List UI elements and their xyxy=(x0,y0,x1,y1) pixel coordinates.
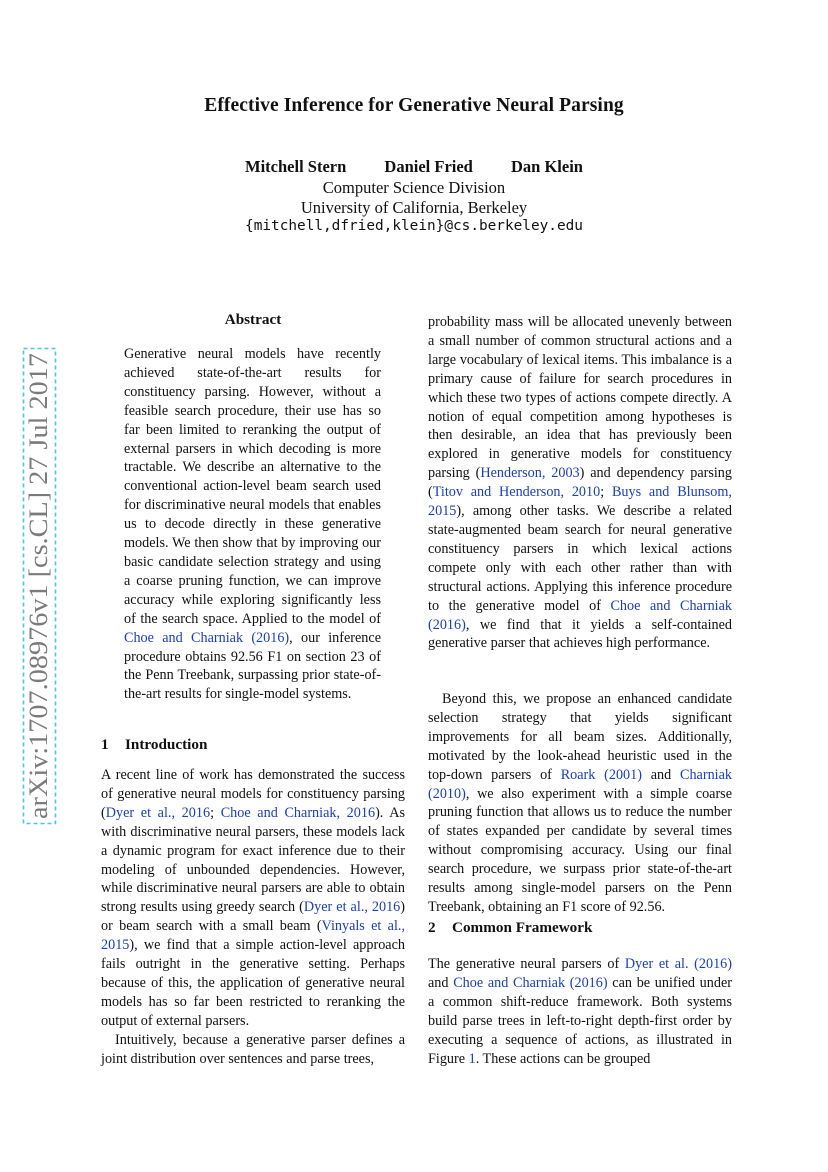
paragraph-text: ). As with discriminative neural parsers, these models lack a dynamic program for exact inference due to their modeling of unbounded dependencies. However, while discriminative neural parsers are able to obtain strong results using greedy search ( xyxy=(101,804,405,916)
paragraph-text: . These actions can be grouped xyxy=(475,1050,651,1067)
paragraph-text: A recent line of work has demonstrated the success of generative neural models for constituency parsing ( xyxy=(101,767,405,821)
paragraph-text: ; xyxy=(600,484,612,501)
paragraph-text: ), among other tasks. We describe a related state-augmented beam search for neural generative constituency parsers in which lexical actions compete only with each other rather than with structural actions. Applying this inference procedure to the generative model of xyxy=(428,503,732,614)
right-column-paragraph xyxy=(428,313,732,653)
paragraph-text: ) and dependency parsing ( xyxy=(428,465,732,501)
citation-link[interactable]: Henderson, 2003 xyxy=(480,465,580,482)
section-title: Common Framework xyxy=(452,919,593,936)
citation-link[interactable]: Charniak (2010) xyxy=(428,766,732,802)
citation-link[interactable]: Roark (2001) xyxy=(560,766,642,783)
paragraph-text: ; xyxy=(210,804,221,821)
paragraph-text: Beyond this, we propose an enhanced candidate selection strategy that yields significant improvements for all beam sizes. Additionally, motivated by the look-ahead heuristic used in the top-down parsers of xyxy=(428,691,732,783)
author-3: Dan Klein xyxy=(510,157,583,176)
paragraph: Intuitively, because a generative parser defines a joint distribution over sentences and parse trees, xyxy=(101,1031,405,1067)
section-heading-introduction xyxy=(101,736,207,754)
introduction-body xyxy=(101,766,405,1069)
citation-link[interactable]: Choe and Charniak, 2016 xyxy=(220,804,376,821)
paragraph-text: can be unified under a common shift-reduce framework. Both systems build parse trees in left-to-right depth-first order by executing a sequence of actions, as illustrated in Figure xyxy=(428,974,732,1067)
abstract-heading: Abstract xyxy=(224,311,282,328)
paragraph-text: ) or beam search with a small beam ( xyxy=(101,899,406,935)
arxiv-stamp-text: arXiv:1707.08976v1 [cs.CL] 27 Jul 2017 xyxy=(24,390,53,819)
paragraph-text: probability mass will be allocated unevenly between a small number of common structural actions and a large vocabulary of lexical items. This imbalance is a primary cause of failure for search procedures in which these two types of actions compete directly. A notion of equal competition among hypotheses is then desirable, an idea that has previously been explored in generative models for constituency parsing ( xyxy=(428,314,732,482)
citation-link[interactable]: Choe and Charniak (2016) xyxy=(428,597,732,633)
email-users: {mitchell,dfried,klein} xyxy=(245,218,445,234)
author-list xyxy=(0,157,828,177)
citation-link[interactable]: Choe and Charniak (2016) xyxy=(453,974,608,991)
email-domain: @cs.berkeley.edu xyxy=(444,218,583,234)
abstract-text: Generative neural models have recently achieved state-of-the-art results for constituency parsing. However, without a feasible search procedure, their use has so far been limited to reranking the output of external parsers in which decoding is more tractable. We describe an alternative to the conventional action-level beam search used for discriminative neural models that enables us to decode directly in these generative models. We then show that by improving our basic candidate selection strategy and using a coarse pruning function, we can improve accuracy while exploring significantly less of the search space. Applied to the model of xyxy=(124,346,381,627)
affiliation-university: University of California, Berkeley xyxy=(300,198,528,217)
paragraph xyxy=(101,766,405,1031)
figure-ref-link[interactable]: 1 xyxy=(468,1050,476,1067)
citation-link[interactable]: Choe and Charniak (2016) xyxy=(124,629,290,646)
section-title: Introduction xyxy=(125,736,208,753)
right-column-paragraph xyxy=(428,955,732,1068)
author-1: Mitchell Stern xyxy=(245,157,347,176)
section-number: 1 xyxy=(101,736,109,753)
abstract-body xyxy=(124,345,381,704)
citation-link[interactable]: Dyer et al., 2016 xyxy=(303,899,401,916)
citation-link[interactable]: Dyer et al. (2016) xyxy=(624,956,732,972)
paragraph-text: The generative neural parsers of xyxy=(428,956,625,972)
paper-title: Effective Inference for Generative Neural Parsing xyxy=(204,95,624,116)
arxiv-stamp xyxy=(22,347,57,825)
citation-link[interactable]: Titov and Henderson, 2010 xyxy=(432,484,601,501)
paragraph-text: , we also experiment with a simple coarse pruning function that allows us to reduce the number of states expanded per candidate by several times without compromising accuracy. Using our final search procedure, we surpass prior state-of-the-art results among single-model parsers on the Penn Treebank, obtaining an F1 score of 92.56. xyxy=(428,785,732,915)
citation-link[interactable]: Dyer et al., 2016 xyxy=(105,804,211,821)
author-2: Daniel Fried xyxy=(384,157,473,176)
affiliation-department: Computer Science Division xyxy=(322,178,506,197)
paragraph-text: and xyxy=(641,766,680,783)
author-emails xyxy=(0,217,828,235)
citation-link[interactable]: Buys and Blunsom, 2015 xyxy=(428,484,732,520)
paragraph-text: and xyxy=(428,974,454,991)
arxiv-stamp-graphic xyxy=(22,347,57,825)
citation-link[interactable]: Vinyals et al., 2015 xyxy=(101,918,405,954)
paragraph-text: ), we find that a simple action-level approach fails outright in the generative setting. Perhaps because of this, the application of generative neural models has so far been restricted to reranking the output of external parsers. xyxy=(101,937,405,1029)
paragraph-text: , we find that it yields a self-contained generative parser that achieves high performance. xyxy=(428,616,732,652)
section-number: 2 xyxy=(428,919,436,936)
section-heading-common-framework xyxy=(428,919,592,937)
abstract-text: , our inference procedure obtains 92.56 F1 on section 23 of the Penn Treebank, surpassing prior state-of-the-art results for single-model systems. xyxy=(124,629,381,703)
right-column-paragraph xyxy=(428,690,732,917)
